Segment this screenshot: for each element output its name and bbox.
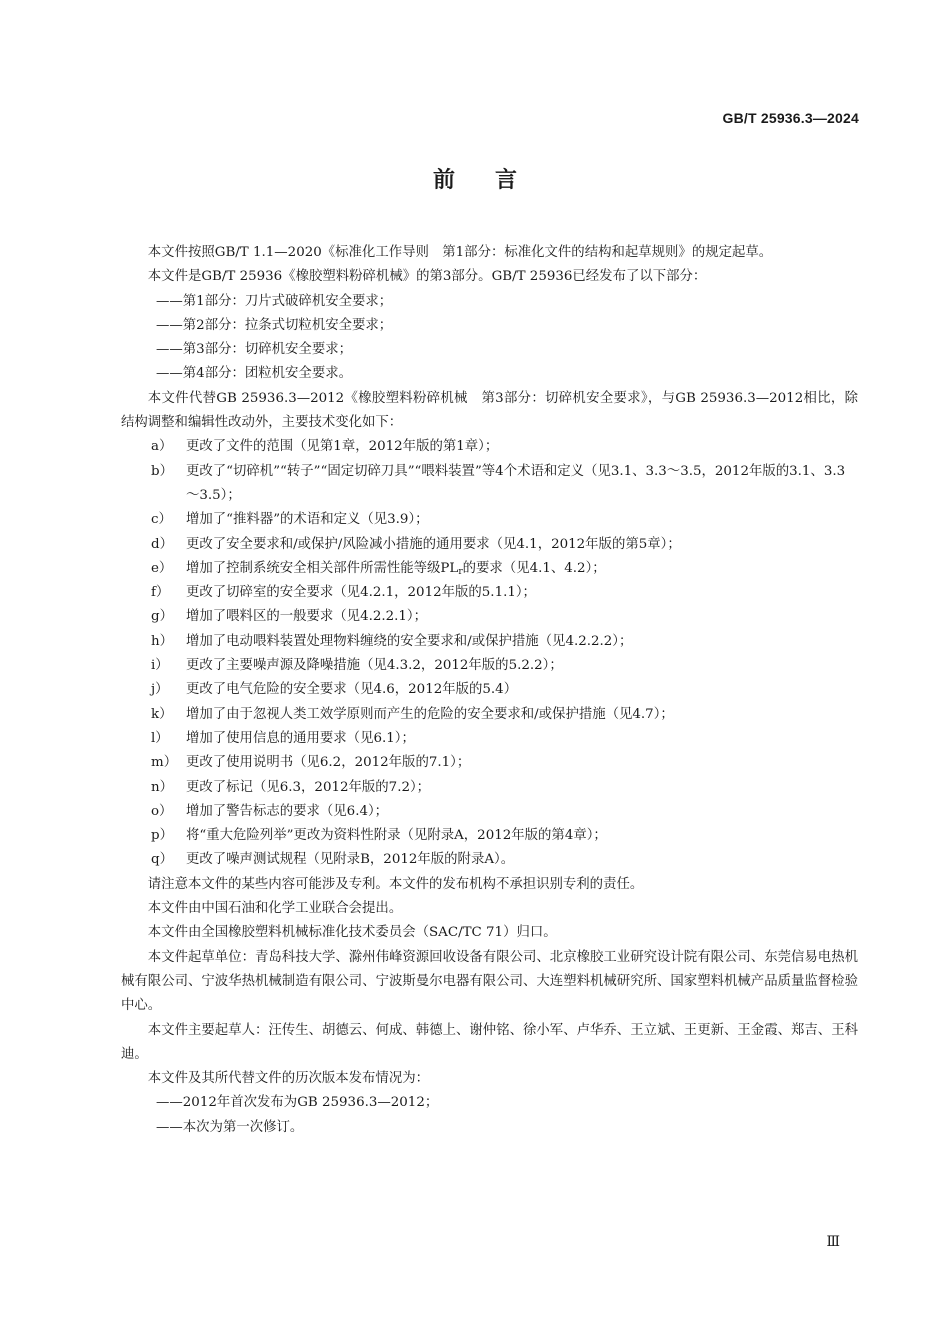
- change-item: [121, 824, 858, 848]
- change-text: 将“重大危险列举”更改为资料性附录（见附录A，2012年版的第4章）；: [186, 828, 607, 844]
- change-text-part: 的要求（见4.1、4.2）；: [462, 560, 606, 576]
- foreword-body: [121, 241, 858, 1140]
- change-item: [121, 533, 858, 557]
- change-label: n）: [151, 779, 174, 795]
- page-title: 前言: [432, 168, 557, 193]
- change-label: k）: [151, 706, 173, 722]
- change-item: [121, 848, 858, 872]
- change-label: d）: [151, 536, 173, 552]
- history-intro: 本文件及其所代替文件的历次版本发布情况为：: [147, 1071, 429, 1087]
- standard-code: GB/T 25936.3—2024: [722, 110, 859, 126]
- change-label: g）: [151, 609, 173, 625]
- change-text: 更改了安全要求和/或保护/风险减小措施的通用要求（见4.1，2012年版的第5章）；: [186, 536, 681, 552]
- change-text: 增加了“推料器”的术语和定义（见3.9）；: [186, 512, 429, 528]
- change-text: 增加了使用信息的通用要求（见6.1）；: [186, 730, 415, 746]
- change-text: 更改了使用说明书（见6.2，2012年版的7.1）；: [186, 755, 471, 771]
- change-label: h）: [151, 633, 174, 649]
- change-text: 增加了警告标志的要求（见6.4）；: [186, 803, 389, 819]
- change-text: 更改了主要噪声源及降噪措施（见4.3.2，2012年版的5.2.2）；: [186, 658, 563, 674]
- change-item: [121, 557, 858, 581]
- change-label: b）: [151, 463, 173, 479]
- change-label: q）: [151, 852, 173, 868]
- change-item: [121, 460, 858, 509]
- change-text: [186, 557, 858, 581]
- change-item: [121, 435, 858, 459]
- change-item: [121, 605, 858, 629]
- change-item: [121, 508, 858, 532]
- change-item: [121, 776, 858, 800]
- change-item: [121, 630, 858, 654]
- patent-note: 请注意本文件的某些内容可能涉及专利。本文件的发布机构不承担识别专利的责任。: [147, 876, 644, 892]
- change-text: 更改了切碎室的安全要求（见4.2.1，2012年版的5.1.1）；: [186, 585, 536, 601]
- drafters: 本文件主要起草人：汪传生、胡德云、何成、韩德上、谢仲铭、徐小军、卢华乔、王立斌、王更新、王金霞、郑吉、王科迪。: [121, 1022, 858, 1062]
- history-item: ——本次为第一次修订。: [156, 1119, 304, 1135]
- committee-statement: 本文件由全国橡胶塑料机械标准化技术委员会（SAC/TC 71）归口。: [147, 925, 557, 941]
- replacement-paragraph: 本文件代替GB 25936.3—2012《橡胶塑料粉碎机械 第3部分：切碎机安全要求》，与GB 25936.3—2012相比，除结构调整和编辑性改动外，主要技术变化如下：: [121, 390, 858, 431]
- change-label: f）: [151, 585, 170, 601]
- page-number: Ⅲ: [826, 1234, 840, 1250]
- change-item: [121, 678, 858, 702]
- part-list-item: ——第4部分：团粒机安全要求。: [156, 366, 352, 382]
- change-label: p）: [151, 828, 173, 844]
- change-text: 增加了由于忽视人类工效学原则而产生的危险的安全要求和/或保护措施（见4.7）；: [186, 706, 674, 722]
- change-item: [121, 727, 858, 751]
- part-list-item: ——第1部分：刀片式破碎机安全要求；: [156, 293, 393, 309]
- proposer-statement: 本文件由中国石油和化学工业联合会提出。: [147, 901, 403, 917]
- history-item: ——2012年首次发布为GB 25936.3—2012；: [156, 1095, 439, 1111]
- change-text: 更改了“切碎机”“转子”“固定切碎刀具”“喂料装置”等4个术语和定义（见3.1、3.3～3.5，2012年版的3.1、3.3～3.5）；: [186, 463, 846, 503]
- change-text: 更改了文件的范围（见第1章，2012年版的第1章）；: [186, 439, 499, 455]
- change-label: m）: [151, 755, 178, 771]
- change-item: [121, 751, 858, 775]
- change-label: j）: [151, 682, 169, 698]
- change-item: [121, 654, 858, 678]
- change-text: 增加了电动喂料装置处理物料缠绕的安全要求和/或保护措施（见4.2.2.2）；: [186, 633, 633, 649]
- change-text: 增加了喂料区的一般要求（见4.2.2.1）；: [186, 609, 428, 625]
- intro-paragraph: 本文件是GB/T 25936《橡胶塑料粉碎机械》的第3部分。GB/T 25936已经发布了以下部分：: [147, 269, 707, 285]
- change-item: [121, 703, 858, 727]
- change-label: l）: [151, 730, 169, 746]
- change-label: c）: [151, 512, 172, 528]
- change-label: i）: [151, 658, 169, 674]
- change-item: [121, 581, 858, 605]
- change-text-part: 增加了控制系统安全相关部件所需性能等级PL: [186, 560, 459, 576]
- change-text: 更改了噪声测试规程（见附录B，2012年版的附录A）。: [186, 852, 515, 868]
- change-label: o）: [151, 803, 173, 819]
- change-label: a）: [151, 439, 173, 455]
- change-item: [121, 800, 858, 824]
- intro-paragraph: 本文件按照GB/T 1.1—2020《标准化工作导则 第1部分：标准化文件的结构和起草规则》的规定起草。: [147, 245, 773, 260]
- change-text: 更改了电气危险的安全要求（见4.6，2012年版的5.4）: [186, 682, 518, 698]
- subscript: r: [458, 566, 463, 577]
- change-label: e）: [151, 560, 173, 576]
- part-list-item: ——第2部分：拉条式切粒机安全要求；: [156, 317, 393, 333]
- part-list-item: ——第3部分：切碎机安全要求；: [156, 342, 352, 358]
- change-text: 更改了标记（见6.3，2012年版的7.2）；: [186, 779, 431, 795]
- drafting-units: 本文件起草单位：青岛科技大学、滁州伟峰资源回收设备有限公司、北京橡胶工业研究设计院有限公司、东莞信易电热机械有限公司、宁波华热机械制造有限公司、宁波斯曼尔电器有限公司、大连塑料机械研究所、国家塑料机械产品质量监督检验中心。: [121, 949, 858, 1014]
